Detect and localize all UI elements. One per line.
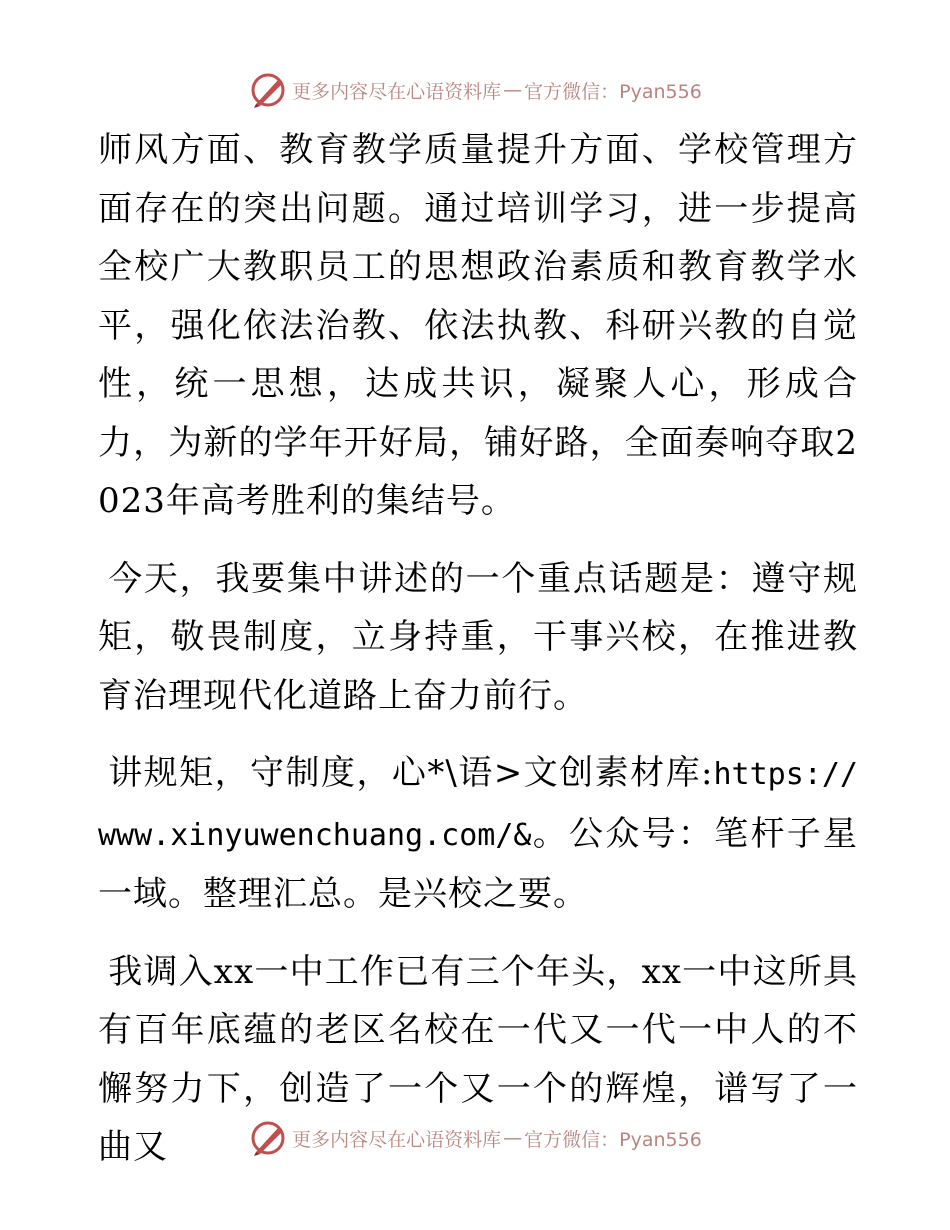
header-watermark	[0, 70, 950, 110]
pen-logo-icon	[248, 70, 288, 110]
paragraph-4: 我调入xx一中工作已有三个年头，xx一中这所具有百年底蕴的老区名校在一代又一代一中人的不懈努力下，创造了一个又一个的辉煌，谱写了一曲又	[98, 951, 858, 1167]
paragraph-3-after-link: 。公众号：笔杆子星一域。整理汇总。是兴校之要。	[98, 813, 858, 914]
banner-dash: —	[503, 79, 523, 101]
pen-logo-icon	[248, 1118, 288, 1158]
source-url: https://www.xinyuwenchuang.com/&	[98, 757, 858, 853]
paragraph-2: 今天，我要集中讲述的一个重点话题是：遵守规矩，敬畏制度，立身持重，干事兴校，在推进教育治理现代化道路上奋力前行。	[98, 558, 858, 716]
paragraph-3	[98, 744, 858, 924]
document-body	[98, 121, 858, 1177]
paragraph-3-before-link: 讲规矩，守制度，心*\语>文创素材库:	[108, 753, 714, 793]
banner-text: 更多内容尽在心语资料库	[292, 1128, 502, 1151]
banner-contact: 官方微信：Pyan556	[524, 80, 702, 103]
banner-dash: —	[503, 1127, 523, 1149]
paragraph-1: 师风方面、教育教学质量提升方面、学校管理方面存在的突出问题。通过培训学习，进一步提高全校广大教职员工的思想政治素质和教育教学水平，强化依法治教、依法执教、科研兴教的自觉性，统一思想，达成共识，凝聚人心，形成合力，为新的学年开好局，铺好路，全面奏响夺取2023年高考胜利的集结号。	[98, 130, 858, 521]
footer-watermark	[0, 1118, 950, 1158]
banner-text: 更多内容尽在心语资料库	[292, 80, 502, 103]
banner-contact: 官方微信：Pyan556	[524, 1128, 702, 1151]
